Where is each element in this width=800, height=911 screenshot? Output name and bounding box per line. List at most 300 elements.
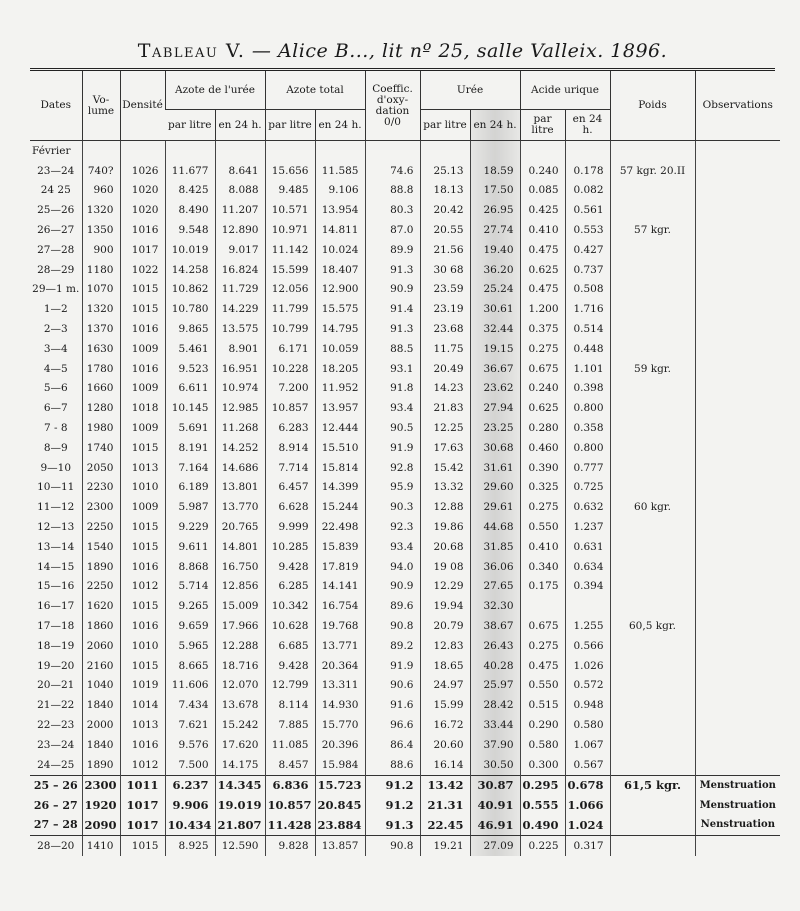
azote-uree-litre-cell: 9.229	[165, 517, 215, 537]
coeff-cell: 96.6	[365, 715, 420, 735]
uree-24h-cell: 18.59	[470, 161, 520, 181]
densite-cell: 1018	[120, 398, 165, 418]
acide-urique-litre-cell: 0.425	[520, 200, 565, 220]
date-cell: 8—9	[43, 441, 68, 454]
subheader-par-litre: par litre	[265, 110, 315, 141]
coeff-cell: 89.2	[365, 636, 420, 656]
azote-uree-litre-cell: 5.965	[165, 636, 215, 656]
uree-litre-cell: 23.59	[420, 280, 470, 300]
volume-cell: 1890	[82, 557, 120, 577]
azote-uree-24h-cell: 18.716	[215, 656, 265, 676]
azote-total-litre-cell: 12.056	[265, 280, 315, 300]
volume-cell: 2250	[82, 517, 120, 537]
volume-cell: 2160	[82, 656, 120, 676]
azote-total-litre-cell: 11.799	[265, 299, 315, 319]
uree-24h-cell: 26.43	[470, 636, 520, 656]
poids-cell	[610, 636, 695, 656]
uree-24h-cell: 31.61	[470, 458, 520, 478]
azote-uree-litre-cell: 14.258	[165, 260, 215, 280]
uree-24h-cell: 46.91	[470, 815, 520, 835]
azote-total-litre-cell: 9.999	[265, 517, 315, 537]
table-row	[30, 319, 780, 339]
azote-uree-24h-cell: 9.017	[215, 240, 265, 260]
header-volume	[82, 71, 120, 141]
poids-cell	[610, 557, 695, 577]
observation-cell	[695, 240, 780, 260]
azote-uree-24h-cell: 10.974	[215, 379, 265, 399]
acide-urique-24h-cell: 0.082	[565, 181, 610, 201]
azote-uree-24h-cell: 16.750	[215, 557, 265, 577]
date-cell: 25 – 26	[30, 775, 82, 795]
azote-uree-24h-cell: 13.575	[215, 319, 265, 339]
uree-litre-cell: 14.23	[420, 379, 470, 399]
acide-urique-litre-cell: 0.300	[520, 755, 565, 775]
uree-24h-cell: 19.40	[470, 240, 520, 260]
table-row	[30, 478, 780, 498]
table-row	[30, 577, 780, 597]
header-coeff: Coeffic. d'oxy- dation 0/0	[365, 71, 420, 141]
acide-urique-litre-cell: 0.275	[520, 339, 565, 359]
observation-cell	[695, 398, 780, 418]
volume-cell: 2230	[82, 478, 120, 498]
densite-cell: 1014	[120, 695, 165, 715]
date-cell: 24—25	[37, 758, 75, 771]
volume-cell: 1780	[82, 359, 120, 379]
volume-cell: 1540	[82, 537, 120, 557]
table-row	[30, 775, 780, 795]
azote-total-24h-cell: 15.984	[315, 755, 365, 775]
azote-total-24h-cell: 15.723	[315, 775, 365, 795]
observation-cell	[695, 359, 780, 379]
azote-uree-litre-cell: 7.434	[165, 695, 215, 715]
uree-litre-cell: 12.83	[420, 636, 470, 656]
acide-urique-litre-cell: 0.475	[520, 240, 565, 260]
table-row	[30, 260, 780, 280]
acide-urique-litre-cell: 0.580	[520, 735, 565, 755]
coeff-cell: 90.6	[365, 676, 420, 696]
observation-cell	[695, 161, 780, 181]
densite-cell: 1015	[120, 596, 165, 616]
observation-cell	[695, 735, 780, 755]
volume-cell: 1370	[82, 319, 120, 339]
densite-cell: 1012	[120, 755, 165, 775]
table-row	[30, 656, 780, 676]
coeff-cell: 92.3	[365, 517, 420, 537]
subheader-en-24h: en 24 h.	[215, 110, 265, 141]
azote-total-24h-cell: 14.930	[315, 695, 365, 715]
acide-urique-litre-cell: 0.490	[520, 815, 565, 835]
header-azote-total: Azote total	[265, 71, 365, 110]
observation-cell	[695, 299, 780, 319]
acide-urique-litre-cell: 1.200	[520, 299, 565, 319]
uree-litre-cell: 12.25	[420, 418, 470, 438]
date-cell: 7 - 8	[43, 422, 68, 435]
acide-urique-litre-cell: 0.275	[520, 636, 565, 656]
poids-cell	[610, 835, 695, 855]
acide-urique-litre-cell: 0.555	[520, 795, 565, 815]
observation-cell	[695, 695, 780, 715]
acide-urique-litre-cell: 0.675	[520, 359, 565, 379]
date-cell: 23—24	[37, 738, 75, 751]
azote-uree-24h-cell: 12.070	[215, 676, 265, 696]
date-cell: 21—22	[37, 699, 75, 712]
observation-cell	[695, 755, 780, 775]
uree-24h-cell: 19.15	[470, 339, 520, 359]
azote-uree-24h-cell: 8.088	[215, 181, 265, 201]
poids-cell	[610, 438, 695, 458]
coeff-cell: 91.9	[365, 656, 420, 676]
densite-cell: 1017	[120, 815, 165, 835]
date-cell: 2—3	[43, 323, 68, 336]
uree-litre-cell: 16.72	[420, 715, 470, 735]
uree-litre-cell: 16.14	[420, 755, 470, 775]
azote-total-litre-cell: 6.457	[265, 478, 315, 498]
azote-total-litre-cell: 7.200	[265, 379, 315, 399]
observation-cell	[695, 636, 780, 656]
azote-uree-litre-cell: 8.665	[165, 656, 215, 676]
uree-litre-cell: 15.99	[420, 695, 470, 715]
date-cell: 11—12	[37, 501, 75, 514]
acide-urique-24h-cell: 0.580	[565, 715, 610, 735]
azote-uree-litre-cell: 6.189	[165, 478, 215, 498]
table-row	[30, 418, 780, 438]
azote-total-litre-cell: 6.285	[265, 577, 315, 597]
acide-urique-24h-cell: 0.737	[565, 260, 610, 280]
table-row	[30, 636, 780, 656]
table-row	[30, 735, 780, 755]
poids-cell	[610, 517, 695, 537]
densite-cell: 1015	[120, 438, 165, 458]
poids-cell	[610, 280, 695, 300]
table-row	[30, 220, 780, 240]
densite-cell: 1013	[120, 458, 165, 478]
date-cell: 16—17	[37, 600, 75, 613]
azote-total-litre-cell: 9.428	[265, 557, 315, 577]
azote-uree-24h-cell: 11.207	[215, 200, 265, 220]
densite-cell: 1026	[120, 161, 165, 181]
coeff-cell: 90.3	[365, 497, 420, 517]
azote-uree-litre-cell: 5.691	[165, 418, 215, 438]
acide-urique-litre-cell: 0.515	[520, 695, 565, 715]
acide-urique-24h-cell: 0.561	[565, 200, 610, 220]
uree-litre-cell: 24.97	[420, 676, 470, 696]
table-row	[30, 339, 780, 359]
azote-uree-24h-cell: 15.242	[215, 715, 265, 735]
uree-24h-cell: 30.61	[470, 299, 520, 319]
month-label: Février	[32, 144, 71, 157]
poids-cell	[610, 735, 695, 755]
volume-cell: 1630	[82, 339, 120, 359]
volume-cell: 1840	[82, 695, 120, 715]
table-row	[30, 695, 780, 715]
date-cell: 5—6	[43, 382, 68, 395]
azote-total-24h-cell: 12.444	[315, 418, 365, 438]
azote-total-litre-cell: 11.085	[265, 735, 315, 755]
acide-urique-litre-cell: 0.550	[520, 517, 565, 537]
date-cell: 18—19	[37, 639, 75, 652]
document-page	[30, 38, 775, 856]
poids-cell	[610, 815, 695, 835]
azote-uree-24h-cell: 8.901	[215, 339, 265, 359]
azote-total-24h-cell: 15.839	[315, 537, 365, 557]
acide-urique-litre-cell: 0.275	[520, 497, 565, 517]
azote-total-litre-cell: 6.836	[265, 775, 315, 795]
densite-cell: 1010	[120, 636, 165, 656]
uree-24h-cell: 32.30	[470, 596, 520, 616]
uree-litre-cell: 21.56	[420, 240, 470, 260]
uree-litre-cell: 20.68	[420, 537, 470, 557]
acide-urique-litre-cell: 0.325	[520, 478, 565, 498]
acide-urique-24h-cell: 0.631	[565, 537, 610, 557]
date-cell: 27—28	[37, 243, 75, 256]
azote-total-litre-cell: 10.285	[265, 537, 315, 557]
acide-urique-24h-cell: 0.178	[565, 161, 610, 181]
azote-total-24h-cell: 22.498	[315, 517, 365, 537]
azote-total-litre-cell: 11.428	[265, 815, 315, 835]
date-cell: 25—26	[37, 204, 75, 217]
date-cell: 17—18	[37, 620, 75, 633]
acide-urique-24h-cell: 0.398	[565, 379, 610, 399]
date-cell: 1—2	[43, 303, 68, 316]
densite-cell: 1015	[120, 299, 165, 319]
volume-cell: 2000	[82, 715, 120, 735]
uree-24h-cell: 31.85	[470, 537, 520, 557]
uree-24h-cell: 27.74	[470, 220, 520, 240]
azote-uree-24h-cell: 14.686	[215, 458, 265, 478]
acide-urique-24h-cell: 0.725	[565, 478, 610, 498]
uree-24h-cell: 36.67	[470, 359, 520, 379]
azote-total-litre-cell: 15.599	[265, 260, 315, 280]
azote-uree-24h-cell: 14.175	[215, 755, 265, 775]
acide-urique-24h-cell: 0.632	[565, 497, 610, 517]
volume-cell: 1860	[82, 616, 120, 636]
date-cell: 28—20	[37, 839, 75, 852]
poids-cell: 61,5 kgr.	[610, 775, 695, 795]
densite-cell: 1015	[120, 517, 165, 537]
table-row	[30, 200, 780, 220]
table-row	[30, 280, 780, 300]
coeff-cell: 90.8	[365, 835, 420, 855]
azote-uree-litre-cell: 10.862	[165, 280, 215, 300]
azote-total-24h-cell: 10.059	[315, 339, 365, 359]
uree-litre-cell: 18.13	[420, 181, 470, 201]
azote-total-24h-cell: 17.819	[315, 557, 365, 577]
date-cell: 6—7	[43, 402, 68, 415]
uree-litre-cell: 15.42	[420, 458, 470, 478]
azote-uree-24h-cell: 13.678	[215, 695, 265, 715]
azote-total-24h-cell: 13.857	[315, 835, 365, 855]
acide-urique-24h-cell: 1.237	[565, 517, 610, 537]
acide-urique-litre-cell: 0.240	[520, 161, 565, 181]
acide-urique-24h-cell: 0.572	[565, 676, 610, 696]
azote-total-litre-cell: 9.828	[265, 835, 315, 855]
acide-urique-litre-cell: 0.240	[520, 379, 565, 399]
azote-uree-24h-cell: 11.268	[215, 418, 265, 438]
acide-urique-24h-cell: 0.566	[565, 636, 610, 656]
azote-total-litre-cell: 10.571	[265, 200, 315, 220]
volume-cell: 2060	[82, 636, 120, 656]
table-row	[30, 795, 780, 815]
acide-urique-24h-cell: 0.678	[565, 775, 610, 795]
azote-total-24h-cell: 11.585	[315, 161, 365, 181]
title-text: — Alice B..., lit nº 25, salle Valleix. 1896.	[245, 40, 668, 62]
azote-total-litre-cell: 7.885	[265, 715, 315, 735]
acide-urique-24h-cell: 0.358	[565, 418, 610, 438]
volume-cell: 740?	[82, 161, 120, 181]
uree-24h-cell: 29.60	[470, 478, 520, 498]
azote-total-litre-cell: 9.428	[265, 656, 315, 676]
azote-total-litre-cell: 10.799	[265, 319, 315, 339]
acide-urique-24h-cell: 0.948	[565, 695, 610, 715]
uree-litre-cell: 22.45	[420, 815, 470, 835]
subheader-par-litre: par litre	[165, 110, 215, 141]
volume-cell: 1920	[82, 795, 120, 815]
acide-urique-24h-cell: 0.634	[565, 557, 610, 577]
azote-uree-litre-cell: 10.019	[165, 240, 215, 260]
azote-total-24h-cell: 23.884	[315, 815, 365, 835]
coeff-cell: 90.9	[365, 577, 420, 597]
volume-cell: 1890	[82, 755, 120, 775]
azote-uree-24h-cell: 12.590	[215, 835, 265, 855]
volume-cell: 1280	[82, 398, 120, 418]
azote-total-24h-cell: 20.845	[315, 795, 365, 815]
azote-uree-24h-cell: 21.807	[215, 815, 265, 835]
acide-urique-litre-cell: 0.625	[520, 398, 565, 418]
table-row	[30, 438, 780, 458]
poids-cell: 59 kgr.	[610, 359, 695, 379]
azote-total-litre-cell: 6.171	[265, 339, 315, 359]
densite-cell: 1016	[120, 616, 165, 636]
azote-total-24h-cell: 20.364	[315, 656, 365, 676]
volume-cell: 2250	[82, 577, 120, 597]
volume-cell: 900	[82, 240, 120, 260]
volume-cell: 960	[82, 181, 120, 201]
azote-total-24h-cell: 13.954	[315, 200, 365, 220]
acide-urique-litre-cell: 0.280	[520, 418, 565, 438]
acide-urique-litre-cell: 0.295	[520, 775, 565, 795]
uree-litre-cell: 23.19	[420, 299, 470, 319]
azote-uree-24h-cell: 17.620	[215, 735, 265, 755]
coeff-cell: 74.6	[365, 161, 420, 181]
uree-litre-cell: 30 68	[420, 260, 470, 280]
observation-cell	[695, 715, 780, 735]
azote-uree-litre-cell: 9.548	[165, 220, 215, 240]
uree-litre-cell: 19 08	[420, 557, 470, 577]
azote-total-litre-cell: 6.685	[265, 636, 315, 656]
header-dates: Dates	[30, 71, 82, 141]
azote-uree-litre-cell: 9.611	[165, 537, 215, 557]
poids-cell	[610, 200, 695, 220]
azote-uree-litre-cell: 6.611	[165, 379, 215, 399]
uree-litre-cell: 25.13	[420, 161, 470, 181]
subheader-en-24h: en 24 h.	[470, 110, 520, 141]
coeff-cell: 86.4	[365, 735, 420, 755]
poids-cell	[610, 398, 695, 418]
azote-total-24h-cell: 18.407	[315, 260, 365, 280]
acide-urique-24h-cell: 1.101	[565, 359, 610, 379]
acide-urique-litre-cell: 0.550	[520, 676, 565, 696]
azote-total-litre-cell: 7.714	[265, 458, 315, 478]
uree-24h-cell: 29.61	[470, 497, 520, 517]
uree-24h-cell: 28.42	[470, 695, 520, 715]
uree-24h-cell: 30.87	[470, 775, 520, 795]
azote-total-litre-cell: 15.656	[265, 161, 315, 181]
azote-total-litre-cell: 11.142	[265, 240, 315, 260]
volume-cell: 1070	[82, 280, 120, 300]
densite-cell: 1012	[120, 577, 165, 597]
azote-uree-litre-cell: 9.906	[165, 795, 215, 815]
acide-urique-24h-cell: 1.716	[565, 299, 610, 319]
azote-total-24h-cell: 20.396	[315, 735, 365, 755]
uree-litre-cell: 20.79	[420, 616, 470, 636]
uree-24h-cell: 40.28	[470, 656, 520, 676]
date-cell: 23—24	[37, 164, 75, 177]
date-cell: 12—13	[37, 521, 75, 534]
coeff-cell: 89.9	[365, 240, 420, 260]
coeff-cell: 91.8	[365, 379, 420, 399]
date-cell: 19—20	[37, 659, 75, 672]
observation-cell	[695, 557, 780, 577]
coeff-cell: 91.9	[365, 438, 420, 458]
volume-cell: 2300	[82, 775, 120, 795]
densite-cell: 1017	[120, 795, 165, 815]
uree-litre-cell: 20.42	[420, 200, 470, 220]
coeff-cell: 93.4	[365, 398, 420, 418]
uree-litre-cell: 20.49	[420, 359, 470, 379]
header-volume-b: lume	[87, 104, 115, 117]
uree-24h-cell: 36.06	[470, 557, 520, 577]
coeff-cell: 87.0	[365, 220, 420, 240]
azote-uree-litre-cell: 10.780	[165, 299, 215, 319]
azote-total-litre-cell: 8.914	[265, 438, 315, 458]
poids-cell	[610, 379, 695, 399]
uree-24h-cell: 25.97	[470, 676, 520, 696]
poids-cell	[610, 577, 695, 597]
uree-24h-cell: 32.44	[470, 319, 520, 339]
table-row	[30, 497, 780, 517]
acide-urique-24h-cell: 1.066	[565, 795, 610, 815]
acide-urique-litre-cell: 0.460	[520, 438, 565, 458]
acide-urique-24h-cell: 1.024	[565, 815, 610, 835]
azote-total-litre-cell: 10.628	[265, 616, 315, 636]
uree-litre-cell: 23.68	[420, 319, 470, 339]
azote-total-24h-cell: 13.311	[315, 676, 365, 696]
poids-cell	[610, 596, 695, 616]
poids-cell	[610, 458, 695, 478]
azote-total-litre-cell: 8.114	[265, 695, 315, 715]
densite-cell: 1022	[120, 260, 165, 280]
uree-litre-cell: 20.55	[420, 220, 470, 240]
observation-cell	[695, 438, 780, 458]
azote-total-24h-cell: 15.510	[315, 438, 365, 458]
table-row	[30, 379, 780, 399]
azote-uree-litre-cell: 8.925	[165, 835, 215, 855]
date-cell: 9—10	[40, 461, 72, 474]
subheader-par-litre: par litre	[520, 110, 565, 141]
uree-litre-cell: 17.63	[420, 438, 470, 458]
table-row	[30, 299, 780, 319]
date-cell: 26 – 27	[33, 798, 78, 812]
poids-cell	[610, 478, 695, 498]
azote-total-24h-cell: 14.399	[315, 478, 365, 498]
poids-cell	[610, 656, 695, 676]
acide-urique-24h-cell: 0.800	[565, 398, 610, 418]
azote-uree-24h-cell: 19.019	[215, 795, 265, 815]
azote-total-litre-cell: 12.799	[265, 676, 315, 696]
uree-24h-cell: 27.09	[470, 835, 520, 855]
densite-cell: 1015	[120, 280, 165, 300]
densite-cell: 1009	[120, 497, 165, 517]
